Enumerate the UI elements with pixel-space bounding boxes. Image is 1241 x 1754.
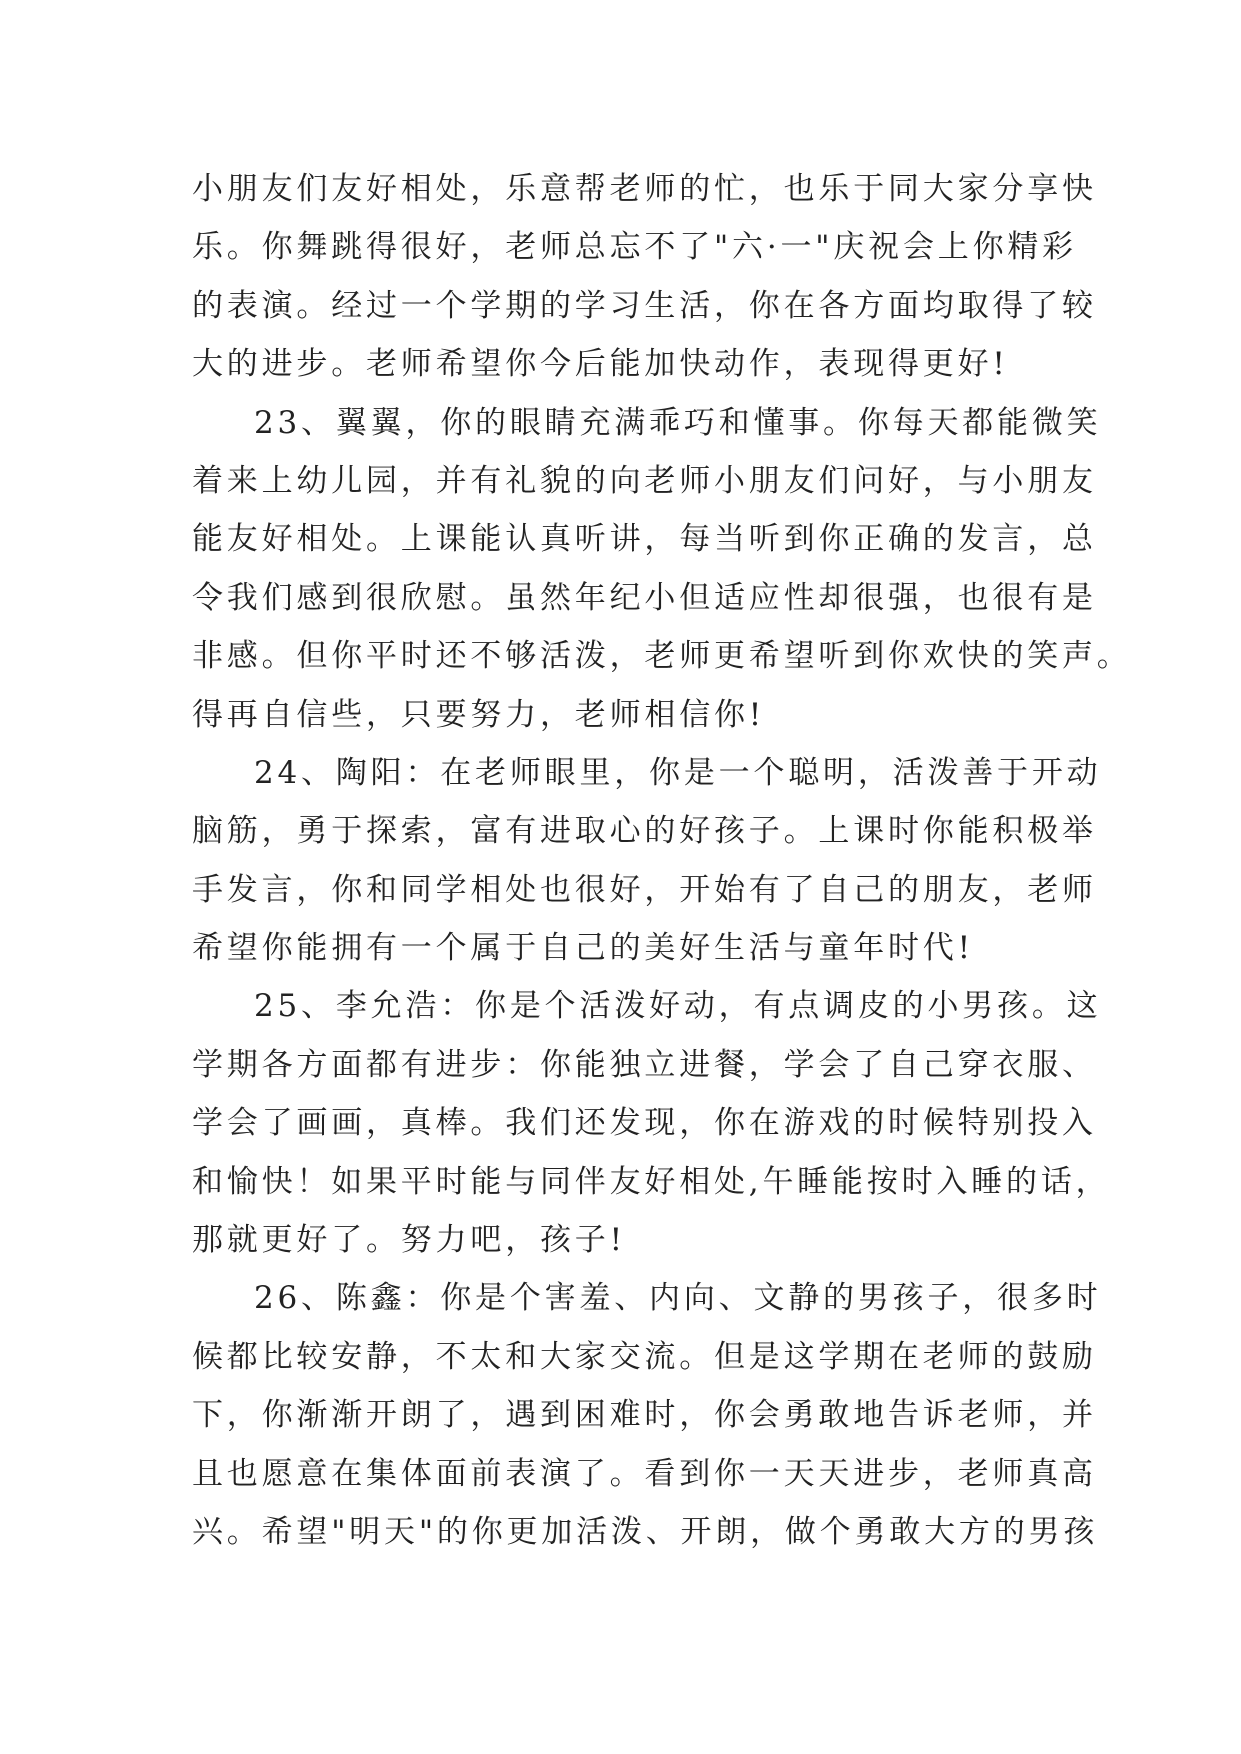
paragraph-comment-24 bbox=[192, 744, 1102, 978]
paragraph-intro-continuation bbox=[192, 160, 1097, 394]
text-line: 学会了画画，真棒。我们还发现，你在游戏的时候特别投入 bbox=[192, 1105, 1097, 1142]
text-line: 手发言，你和同学相处也很好，开始有了自己的朋友，老师 bbox=[192, 871, 1097, 908]
text-line: 大的进步。老师希望你今后能加快动作，表现得更好! bbox=[192, 346, 1009, 383]
text-line: 候都比较安静，不太和大家交流。但是这学期在老师的鼓励 bbox=[192, 1338, 1097, 1375]
text-line: 小朋友们友好相处，乐意帮老师的忙，也乐于同大家分享快 bbox=[192, 171, 1097, 207]
text-line: 乐。你舞跳得很好，老师总忘不了"六·一"庆祝会上你精彩 bbox=[192, 229, 1077, 266]
text-line: 得再自信些，只要努力，老师相信你! bbox=[192, 696, 766, 733]
text-line: 兴。希望"明天"的你更加活泼、开朗，做个勇敢大方的男孩 bbox=[192, 1513, 1099, 1550]
text-line: 26、陈鑫：你是个害羞、内向、文静的男孩子，很多时 bbox=[254, 1280, 1102, 1317]
text-line: 下，你渐渐开朗了，遇到困难时，你会勇敢地告诉老师，并 bbox=[192, 1397, 1097, 1434]
text-line: 着来上幼儿园，并有礼貌的向老师小朋友们问好，与小朋友 bbox=[192, 462, 1097, 499]
text-line: 23、翼翼，你的眼睛充满乖巧和懂事。你每天都能微笑 bbox=[254, 404, 1102, 441]
text-line: 非感。但你平时还不够活泼，老师更希望听到你欢快的笑声。 bbox=[192, 638, 1132, 675]
paragraph-comment-26 bbox=[192, 1269, 1102, 1561]
text-line: 能友好相处。上课能认真听讲，每当听到你正确的发言，总 bbox=[192, 521, 1097, 558]
text-line: 24、陶阳：在老师眼里，你是一个聪明，活泼善于开动 bbox=[254, 754, 1102, 791]
paragraph-comment-25 bbox=[192, 977, 1111, 1269]
document-body bbox=[192, 160, 1132, 1561]
paragraph-comment-23 bbox=[192, 394, 1132, 744]
text-line: 希望你能拥有一个属于自己的美好生活与童年时代! bbox=[192, 930, 974, 967]
text-line: 和愉快！如果平时能与同伴友好相处,午睡能按时入睡的话， bbox=[192, 1163, 1111, 1200]
text-line: 脑筋，勇于探索，富有进取心的好孩子。上课时你能积极举 bbox=[192, 813, 1097, 850]
text-line: 那就更好了。努力吧，孩子! bbox=[192, 1222, 626, 1259]
text-line: 的表演。经过一个学期的学习生活，你在各方面均取得了较 bbox=[192, 287, 1097, 324]
text-line: 学期各方面都有进步：你能独立进餐，学会了自己穿衣服、 bbox=[192, 1046, 1097, 1083]
text-line: 25、李允浩：你是个活泼好动，有点调皮的小男孩。这 bbox=[254, 988, 1102, 1025]
text-line: 且也愿意在集体面前表演了。看到你一天天进步，老师真高 bbox=[192, 1455, 1097, 1492]
text-line: 令我们感到很欣慰。虽然年纪小但适应性却很强，也很有是 bbox=[192, 579, 1097, 616]
